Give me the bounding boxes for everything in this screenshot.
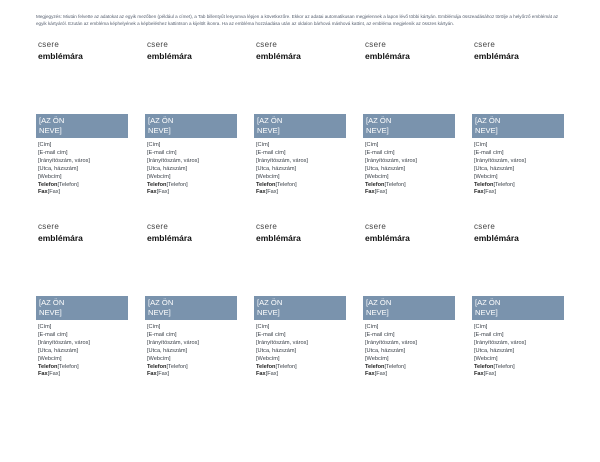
phone-label: Telefon <box>147 363 167 370</box>
fax-row <box>38 371 90 379</box>
name-line-2: NEVE] <box>257 308 280 317</box>
name-bar[interactable] <box>472 114 564 138</box>
name-line-1: [AZ ÖN <box>366 116 392 125</box>
name-bar[interactable] <box>145 296 237 320</box>
contact-details[interactable] <box>474 324 526 379</box>
fax-row <box>147 189 199 197</box>
fax-label: Fax <box>474 189 484 196</box>
email-field: [E-mail cím] <box>38 149 68 156</box>
name-bar[interactable] <box>254 114 346 138</box>
name-bar[interactable] <box>254 296 346 320</box>
name-line-2: NEVE] <box>39 126 62 135</box>
name-line-2: NEVE] <box>257 126 280 135</box>
web-field: [Webcím] <box>147 173 171 180</box>
web-field: [Webcím] <box>474 355 498 362</box>
fax-label: Fax <box>256 371 266 378</box>
fax-value: [Fax] <box>47 189 61 196</box>
business-card[interactable] <box>254 40 346 222</box>
email-field: [E-mail cím] <box>38 331 68 338</box>
email-field: [E-mail cím] <box>147 149 177 156</box>
email-field: [E-mail cím] <box>256 331 286 338</box>
phone-value: [Telefon] <box>275 181 297 188</box>
address-field: [Cím] <box>147 324 161 330</box>
phone-value: [Telefon] <box>57 363 79 370</box>
business-card[interactable] <box>472 40 564 222</box>
logo-placeholder-brand[interactable]: emblémára <box>38 233 83 243</box>
name-bar[interactable] <box>363 114 455 138</box>
fax-value: [Fax] <box>483 189 497 196</box>
phone-row <box>256 364 308 372</box>
name-line-1: [AZ ÖN <box>366 298 392 307</box>
fax-row <box>365 371 417 379</box>
logo-placeholder-word[interactable]: csere <box>474 222 496 231</box>
business-card[interactable] <box>36 222 128 404</box>
contact-details[interactable] <box>38 324 90 379</box>
zip-city-field: [Irányítószám, város] <box>474 157 526 164</box>
name-line-1: [AZ ÖN <box>148 116 174 125</box>
contact-details[interactable] <box>147 324 199 379</box>
logo-placeholder-brand[interactable]: emblémára <box>474 233 519 243</box>
business-card[interactable] <box>145 222 237 404</box>
phone-row <box>474 364 526 372</box>
address-field: [Cím] <box>474 324 488 330</box>
phone-label: Telefon <box>365 181 385 188</box>
street-field: [Utca, házszám] <box>474 165 515 172</box>
street-field: [Utca, házszám] <box>38 165 79 172</box>
address-field: [Cím] <box>474 142 488 148</box>
email-field: [E-mail cím] <box>474 149 504 156</box>
contact-details[interactable] <box>38 142 90 197</box>
logo-placeholder-word[interactable]: csere <box>147 222 169 231</box>
address-field: [Cím] <box>38 324 52 330</box>
phone-row <box>147 182 199 190</box>
logo-placeholder-brand[interactable]: emblémára <box>147 51 192 61</box>
logo-placeholder-word[interactable]: csere <box>365 40 387 49</box>
fax-value: [Fax] <box>156 371 170 378</box>
web-field: [Webcím] <box>256 173 280 180</box>
street-field: [Utca, házszám] <box>365 165 406 172</box>
email-field: [E-mail cím] <box>365 331 395 338</box>
name-line-1: [AZ ÖN <box>39 298 65 307</box>
web-field: [Webcím] <box>38 355 62 362</box>
street-field: [Utca, házszám] <box>256 165 297 172</box>
contact-details[interactable] <box>256 324 308 379</box>
address-field: [Cím] <box>147 142 161 148</box>
phone-label: Telefon <box>474 363 494 370</box>
fax-value: [Fax] <box>483 371 497 378</box>
zip-city-field: [Irányítószám, város] <box>38 339 90 346</box>
zip-city-field: [Irányítószám, város] <box>256 157 308 164</box>
fax-label: Fax <box>474 371 484 378</box>
phone-label: Telefon <box>256 181 276 188</box>
name-line-1: [AZ ÖN <box>257 116 283 125</box>
name-line-2: NEVE] <box>475 308 498 317</box>
phone-row <box>256 182 308 190</box>
business-card[interactable] <box>36 40 128 222</box>
phone-value: [Telefon] <box>493 181 515 188</box>
email-field: [E-mail cím] <box>365 149 395 156</box>
name-bar[interactable] <box>36 114 128 138</box>
business-card[interactable] <box>363 222 455 404</box>
name-bar[interactable] <box>36 296 128 320</box>
email-field: [E-mail cím] <box>147 331 177 338</box>
fax-row <box>38 189 90 197</box>
logo-placeholder-word[interactable]: csere <box>38 40 60 49</box>
web-field: [Webcím] <box>147 355 171 362</box>
logo-placeholder-word[interactable]: csere <box>147 40 169 49</box>
fax-value: [Fax] <box>156 189 170 196</box>
fax-label: Fax <box>38 189 48 196</box>
logo-placeholder-brand[interactable]: emblémára <box>38 51 83 61</box>
fax-value: [Fax] <box>374 189 388 196</box>
fax-label: Fax <box>365 189 375 196</box>
name-bar[interactable] <box>472 296 564 320</box>
fax-label: Fax <box>38 371 48 378</box>
zip-city-field: [Irányítószám, város] <box>38 157 90 164</box>
phone-label: Telefon <box>38 363 58 370</box>
phone-value: [Telefon] <box>384 363 406 370</box>
phone-value: [Telefon] <box>493 363 515 370</box>
instructions-note: Megjegyzés: Miután felvette az adatokat az egyik mezőben (például a címet), a Tab billentyűt lenyomva lépjen a következőre. Ekkor az adatai automatikusan megjelennek a lapon lévő többi kártyán. Emblémája összeadásához törölje a helyőrző emblémát az egyik kártyáról. Ezután az embléma képhelyének a képbeléshez kattintson a kijelölt ikonra. Ha az embléma hozzáadása után az oldalon bárhová máshová kattint, az embléma megjelenik az összes kártyán. <box>36 14 559 26</box>
phone-row <box>38 182 90 190</box>
street-field: [Utca, házszám] <box>147 347 188 354</box>
zip-city-field: [Irányítószám, város] <box>147 157 199 164</box>
phone-row <box>365 182 417 190</box>
name-line-2: NEVE] <box>475 126 498 135</box>
logo-placeholder-brand[interactable]: emblémára <box>474 51 519 61</box>
phone-row <box>38 364 90 372</box>
logo-placeholder-word[interactable]: csere <box>256 40 278 49</box>
name-bar[interactable] <box>363 296 455 320</box>
fax-row <box>256 189 308 197</box>
phone-label: Telefon <box>147 181 167 188</box>
address-field: [Cím] <box>365 324 379 330</box>
fax-row <box>474 371 526 379</box>
logo-placeholder-word[interactable]: csere <box>474 40 496 49</box>
fax-label: Fax <box>365 371 375 378</box>
zip-city-field: [Irányítószám, város] <box>365 157 417 164</box>
logo-placeholder-word[interactable]: csere <box>365 222 387 231</box>
phone-row <box>474 182 526 190</box>
zip-city-field: [Irányítószám, város] <box>365 339 417 346</box>
web-field: [Webcím] <box>256 355 280 362</box>
name-line-2: NEVE] <box>148 308 171 317</box>
fax-label: Fax <box>147 371 157 378</box>
contact-details[interactable] <box>474 142 526 197</box>
business-card[interactable] <box>363 40 455 222</box>
logo-placeholder-word[interactable]: csere <box>256 222 278 231</box>
contact-details[interactable] <box>256 142 308 197</box>
phone-label: Telefon <box>365 363 385 370</box>
zip-city-field: [Irányítószám, város] <box>147 339 199 346</box>
web-field: [Webcím] <box>365 173 389 180</box>
zip-city-field: [Irányítószám, város] <box>474 339 526 346</box>
name-line-1: [AZ ÖN <box>475 116 501 125</box>
logo-placeholder-brand[interactable]: emblémára <box>147 233 192 243</box>
phone-value: [Telefon] <box>384 181 406 188</box>
phone-label: Telefon <box>38 181 58 188</box>
address-field: [Cím] <box>365 142 379 148</box>
fax-row <box>256 371 308 379</box>
business-card[interactable] <box>254 222 346 404</box>
name-line-2: NEVE] <box>366 126 389 135</box>
name-bar[interactable] <box>145 114 237 138</box>
business-card-grid <box>36 40 564 404</box>
phone-row <box>365 364 417 372</box>
name-line-2: NEVE] <box>366 308 389 317</box>
contact-details[interactable] <box>365 324 417 379</box>
phone-label: Telefon <box>474 181 494 188</box>
logo-placeholder-brand[interactable]: emblémára <box>365 233 410 243</box>
name-line-2: NEVE] <box>39 308 62 317</box>
address-field: [Cím] <box>256 142 270 148</box>
street-field: [Utca, házszám] <box>365 347 406 354</box>
phone-label: Telefon <box>256 363 276 370</box>
zip-city-field: [Irányítószám, város] <box>256 339 308 346</box>
phone-row <box>147 364 199 372</box>
web-field: [Webcím] <box>38 173 62 180</box>
name-line-1: [AZ ÖN <box>257 298 283 307</box>
street-field: [Utca, házszám] <box>256 347 297 354</box>
email-field: [E-mail cím] <box>474 331 504 338</box>
business-card[interactable] <box>145 40 237 222</box>
contact-details[interactable] <box>365 142 417 197</box>
fax-value: [Fax] <box>265 371 279 378</box>
street-field: [Utca, házszám] <box>474 347 515 354</box>
logo-placeholder-brand[interactable]: emblémára <box>365 51 410 61</box>
logo-placeholder-word[interactable]: csere <box>38 222 60 231</box>
name-line-1: [AZ ÖN <box>148 298 174 307</box>
fax-row <box>474 189 526 197</box>
web-field: [Webcím] <box>474 173 498 180</box>
logo-placeholder-brand[interactable]: emblémára <box>256 51 301 61</box>
business-card[interactable] <box>472 222 564 404</box>
phone-value: [Telefon] <box>166 181 188 188</box>
fax-row <box>365 189 417 197</box>
fax-value: [Fax] <box>47 371 61 378</box>
contact-details[interactable] <box>147 142 199 197</box>
name-line-1: [AZ ÖN <box>475 298 501 307</box>
name-line-2: NEVE] <box>148 126 171 135</box>
fax-value: [Fax] <box>265 189 279 196</box>
phone-value: [Telefon] <box>57 181 79 188</box>
logo-placeholder-brand[interactable]: emblémára <box>256 233 301 243</box>
email-field: [E-mail cím] <box>256 149 286 156</box>
phone-value: [Telefon] <box>166 363 188 370</box>
phone-value: [Telefon] <box>275 363 297 370</box>
fax-value: [Fax] <box>374 371 388 378</box>
name-line-1: [AZ ÖN <box>39 116 65 125</box>
fax-label: Fax <box>147 189 157 196</box>
fax-label: Fax <box>256 189 266 196</box>
address-field: [Cím] <box>256 324 270 330</box>
street-field: [Utca, házszám] <box>147 165 188 172</box>
web-field: [Webcím] <box>365 355 389 362</box>
fax-row <box>147 371 199 379</box>
street-field: [Utca, házszám] <box>38 347 79 354</box>
address-field: [Cím] <box>38 142 52 148</box>
